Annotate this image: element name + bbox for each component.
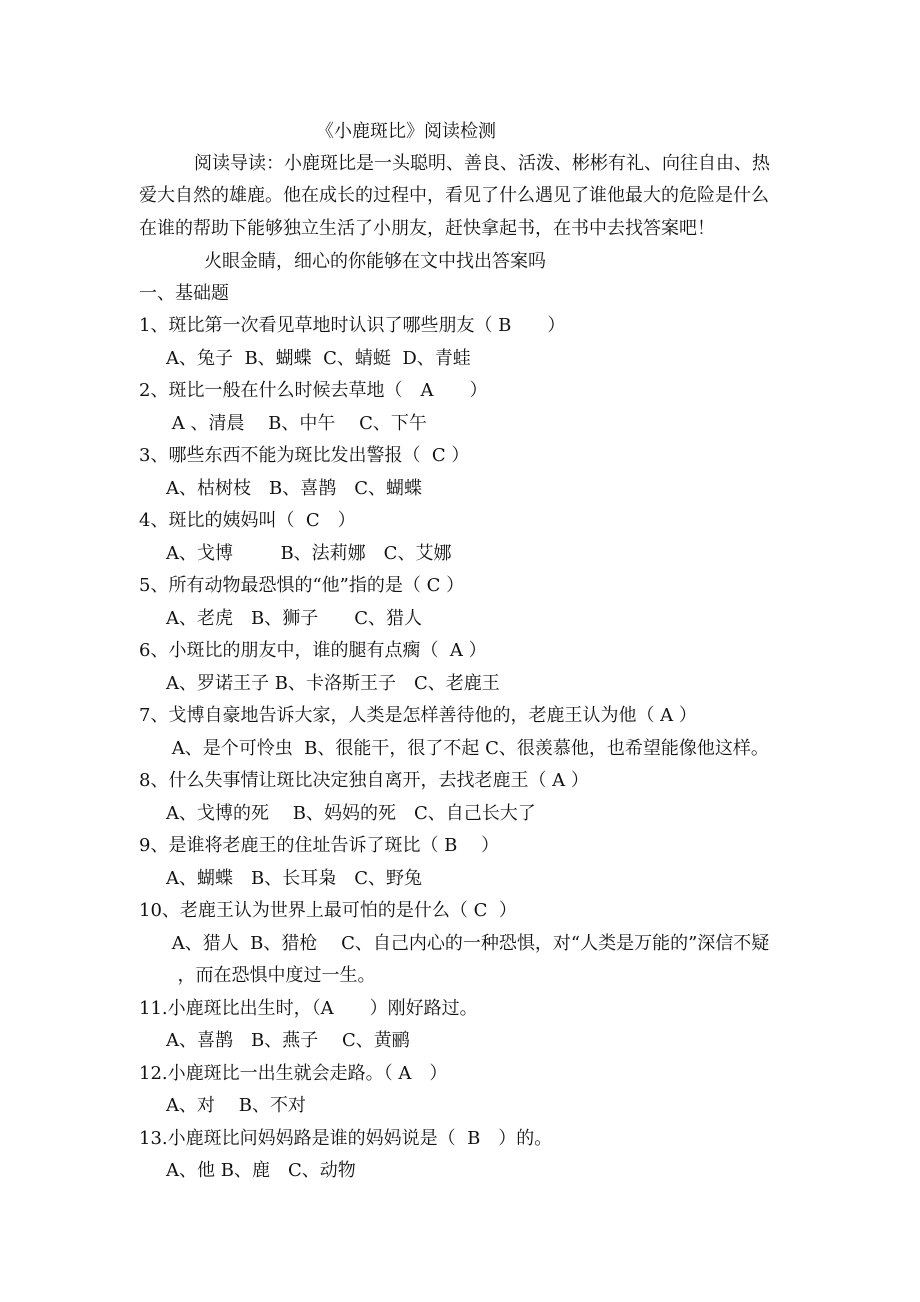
question-2: 2、斑比一般在什么时候去草地（ A ） [139,380,488,401]
question-4: 4、斑比的姨妈叫（ C ） [139,510,356,531]
options-7: A、是个可怜虫 B、很能干，很了不起 C、很羡慕他，也希望能像他这样。 [166,738,769,759]
question-7: 7、戈博自豪地告诉大家，人类是怎样善待他的，老鹿王认为他（ A ） [139,705,697,726]
question-3: 3、哪些东西不能为斑比发出警报（ C ） [139,445,470,466]
question-6: 6、小斑比的朋友中，谁的腿有点瘸（ A ） [139,640,487,661]
options-10-continued: ，而在恐惧中度过一生。 [166,965,376,986]
intro-line-3: 在谁的帮助下能够独立生活了小朋友，赶快拿起书，在书中去找答案吧！ [139,218,715,239]
options-11: A、喜鹊 B、燕子 C、黄鹂 [166,1030,410,1051]
options-1: A、兔子 B、蝴蝶 C、蜻蜓 D、青蛙 [166,348,471,369]
subtitle: 火眼金睛，细心的你能够在文中找出答案吗 [204,251,546,272]
question-1: 1、斑比第一次看见草地时认识了哪些朋友（ B ） [139,315,566,336]
options-9: A、蝴蝶 B、长耳枭 C、野兔 [166,868,422,889]
document-title: 《小鹿斑比》阅读检测 [316,121,496,142]
question-8: 8、什么失事情让斑比决定独自离开，去找老鹿王（ A ） [139,770,589,791]
options-2: A 、清晨 B、中午 C、下午 [166,413,427,434]
question-13: 13.小鹿斑比问妈妈路是谁的妈妈说是（ B ）的。 [139,1128,553,1149]
question-5: 5、所有动物最恐惧的“他”指的是（ C ） [139,575,465,596]
options-5: A、老虎 B、狮子 C、猎人 [166,608,422,629]
options-10: A、猎人 B、猎枪 C、自己内心的一种恐惧，对“人类是万能的”深信不疑 [166,933,770,954]
options-8: A、戈博的死 B、妈妈的死 C、自己长大了 [166,803,536,824]
options-6: A、罗诺王子 B、卡洛斯王子 C、老鹿王 [166,673,500,694]
options-3: A、枯树枝 B、喜鹊 C、蝴蝶 [166,478,422,499]
options-12: A、对 B、不对 [166,1095,306,1116]
section-heading: 一、基础题 [139,283,229,304]
question-9: 9、是谁将老鹿王的住址告诉了斑比（ B ） [139,835,500,856]
options-4: A、戈博 B、法莉娜 C、艾娜 [166,543,452,564]
question-11: 11.小鹿斑比出生时，（A ）刚好路过。 [139,998,478,1019]
question-12: 12.小鹿斑比一出生就会走路。（ A ） [139,1063,448,1084]
intro-line-2: 爱大自然的雄鹿。他在成长的过程中，看见了什么遇见了谁他最大的危险是什么 [139,185,769,206]
question-10: 10、老鹿王认为世界上最可怕的是什么（ C ） [139,900,517,921]
options-13: A、他 B、鹿 C、动物 [166,1160,356,1181]
intro-line-1: 阅读导读：小鹿斑比是一头聪明、善良、活泼、彬彬有礼、向往自由、热 [194,153,770,174]
